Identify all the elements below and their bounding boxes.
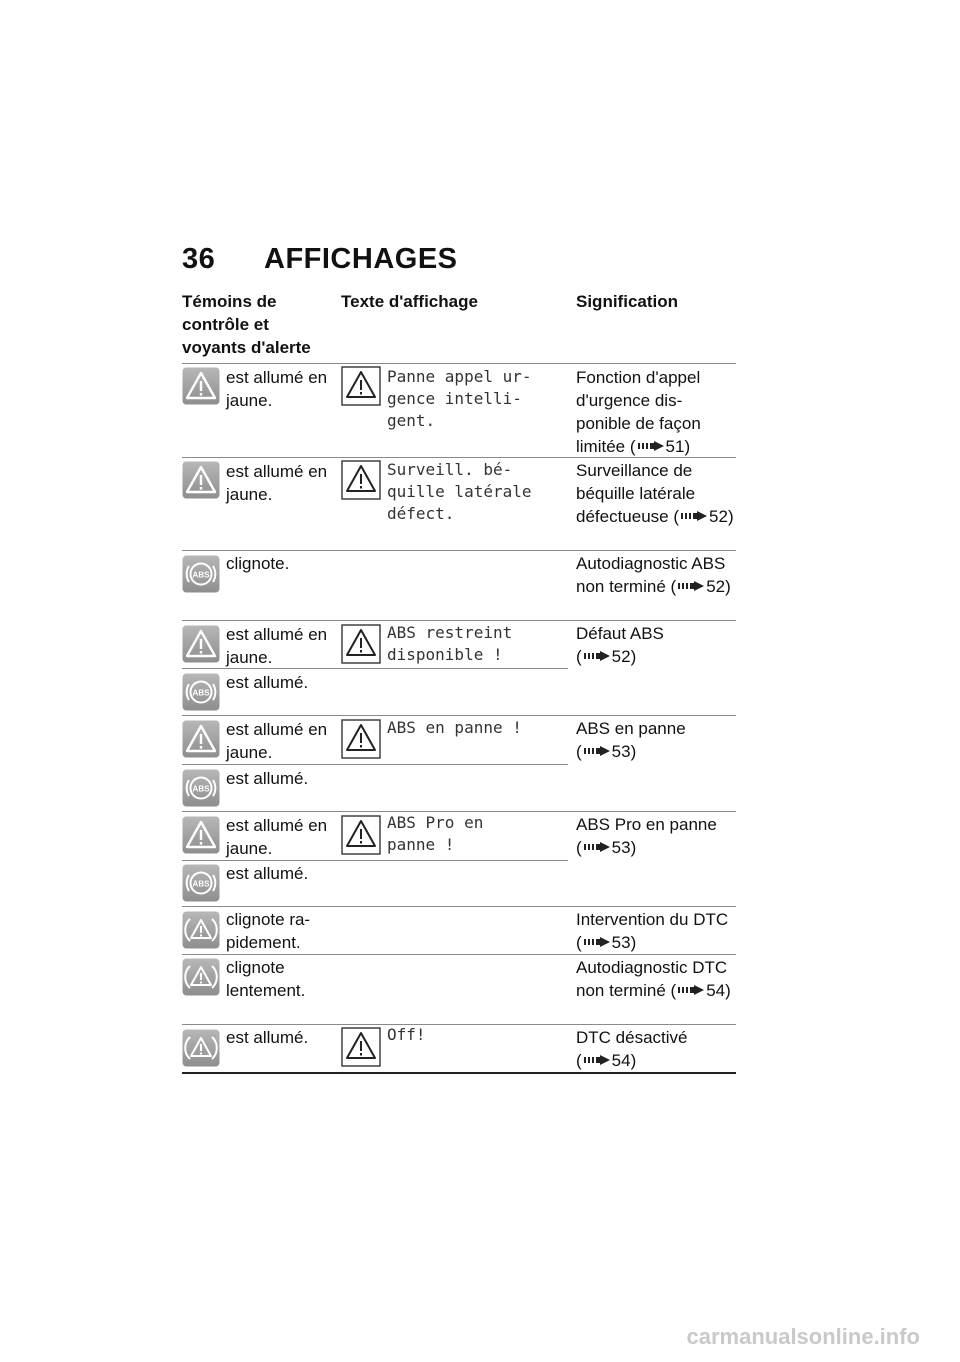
page-number: 36 [182,243,216,275]
row-separator [182,715,736,716]
reference-arrow-icon [638,441,664,451]
column-header-indicators: Témoins de contrôle et voyants d'alerte [182,292,311,357]
display-warning-icon [341,624,381,664]
meaning-text: Autodiagnostic ABS non terminé ( 52) [576,554,731,596]
meaning-text: ABS Pro en panne ( 53) [576,815,717,857]
display-text: Panne appel ur-gence intelli-gent. [387,367,532,430]
abs-icon [182,555,220,593]
page-reference: 52) [706,577,731,596]
reference-arrow-icon [584,1055,610,1065]
svg-text:ABS: ABS [192,879,210,889]
abs-icon [182,864,220,902]
reference-arrow-icon [681,511,707,521]
display-warning-icon [341,719,381,759]
display-warning-icon [341,1027,381,1067]
display-text: ABS en panne ! [387,718,522,737]
reference-arrow-icon [584,842,610,852]
row-separator [182,906,736,907]
column-header-meaning: Signification [576,292,678,311]
indicator-status: est allumé en jaune. [226,462,328,504]
indicator-status-secondary: est allumé. [226,673,309,692]
row-separator [182,954,736,955]
svg-text:ABS: ABS [192,784,210,794]
page-reference: 54) [611,1051,637,1070]
display-text: ABS restreint disponible ! [387,623,513,664]
reference-arrow-icon [678,985,704,995]
meaning-text: Fonction d'appel d'urgence dis-ponible de façon limitée ( 51) [576,368,701,456]
display-warning-icon [341,815,381,855]
display-text: Off! [387,1025,426,1044]
display-warning-icon [341,366,381,406]
display-text: Surveill. bé-quille latérale défect. [387,460,532,523]
indicator-status-secondary: est allumé. [226,769,309,788]
reference-arrow-icon [584,651,610,661]
warning-triangle-icon [182,625,220,663]
abs-icon [182,673,220,711]
column-header-display-text: Texte d'affichage [341,292,478,311]
indicator-status: est allumé en jaune. [226,368,328,410]
reference-arrow-icon [584,746,610,756]
indicator-status: est allumé. [226,1028,309,1047]
row-separator [182,860,568,861]
row-separator [182,620,736,621]
row-separator [182,550,736,551]
watermark: carmanualsonline.info [686,1324,920,1349]
warning-triangle-icon [182,720,220,758]
meaning-text: ABS en panne ( 53) [576,719,686,761]
display-warning-icon [341,460,381,500]
dtc-icon [182,911,220,949]
reference-arrow-icon [678,581,704,591]
abs-icon [182,769,220,807]
warning-triangle-icon [182,816,220,854]
indicator-status: clignote. [226,554,290,573]
warning-triangle-icon [182,367,220,405]
page-reference: 53) [611,933,637,952]
dtc-icon [182,1029,220,1067]
svg-text:ABS: ABS [192,570,210,580]
meaning-text: Défaut ABS ( 52) [576,624,664,666]
indicator-status-secondary: est allumé. [226,864,309,883]
reference-arrow-icon [584,937,610,947]
page-reference: 53) [611,742,637,761]
page-header [182,243,458,276]
page-reference: 54) [706,981,731,1000]
indicator-status: est allumé en jaune. [226,720,328,762]
indicator-status: est allumé en jaune. [226,625,328,667]
indicator-status: clignote lentement. [226,958,306,1000]
page-reference: 52) [709,507,734,526]
page-reference: 52) [611,647,637,666]
svg-text:ABS: ABS [192,688,210,698]
table-bottom-border [182,1072,736,1074]
page-title: AFFICHAGES [264,243,458,275]
page-reference: 53) [611,838,637,857]
meaning-text: Autodiagnostic DTC non terminé ( 54) [576,958,731,1000]
warning-triangle-icon [182,461,220,499]
meaning-text: DTC désactivé ( 54) [576,1028,688,1070]
indicator-status: est allumé en jaune. [226,816,328,858]
indicator-status: clignote ra-pidement. [226,910,311,952]
row-separator [182,363,736,364]
row-separator [182,764,568,765]
display-text: ABS Pro en panne ! [387,813,484,854]
page-reference: 51) [665,437,691,456]
meaning-text: Intervention du DTC ( 53) [576,910,729,952]
dtc-icon [182,958,220,996]
meaning-text: Surveillance de béquille latérale défectueuse ( 52) [576,461,734,526]
